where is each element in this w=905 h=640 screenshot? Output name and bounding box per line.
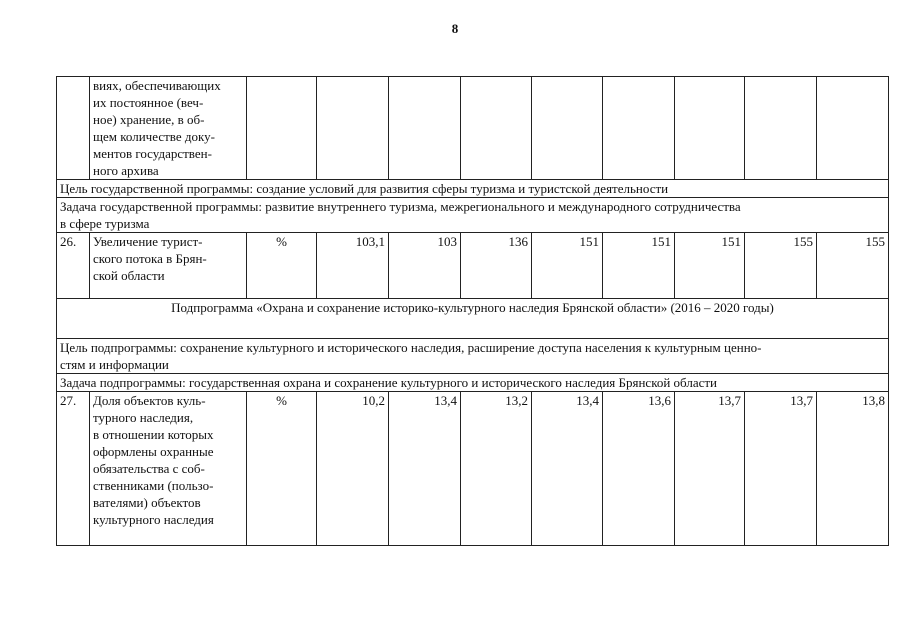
value-cell: 13,4 [532, 392, 603, 546]
value-cell [461, 77, 532, 180]
value-cell [817, 77, 889, 180]
program-task-line: в сфере туризма [60, 216, 150, 231]
program-goal: Цель государственной программы: создание условий для развития сферы туризма и туристской деятельности [57, 180, 889, 198]
table-row-subprogram-title [57, 299, 889, 339]
name-line: ное) хранение, в об- [93, 112, 205, 127]
name-line: виях, обеспечивающих [93, 78, 221, 93]
table-row-subprogram-goal [57, 339, 889, 374]
table-row-program-goal [57, 180, 889, 198]
name-line: ного архива [93, 163, 159, 178]
program-task [57, 198, 889, 233]
value-cell: 13,8 [817, 392, 889, 546]
subprogram-goal-line: стям и информации [60, 357, 169, 372]
value-cell: 151 [603, 233, 675, 299]
value-cell [675, 77, 745, 180]
program-task-line: Задача государственной программы: развитие внутреннего туризма, межрегионального и международного сотрудничества [60, 199, 741, 214]
subprogram-goal [57, 339, 889, 374]
value-cell: 155 [745, 233, 817, 299]
name-line: вателями) объектов [93, 495, 201, 510]
subprogram-title: Подпрограмма «Охрана и сохранение историко-культурного наследия Брянской области» (2016 – 2020 годы) [57, 299, 889, 339]
value-cell: 13,2 [461, 392, 532, 546]
value-cell: 136 [461, 233, 532, 299]
indicator-name-cell [90, 392, 247, 546]
name-line: культурного наследия [93, 512, 214, 527]
indicator-name-cell [90, 77, 247, 180]
name-line: Доля объектов куль- [93, 393, 206, 408]
table-row-26 [57, 233, 889, 299]
unit-cell: % [247, 233, 317, 299]
value-cell: 155 [817, 233, 889, 299]
table-row-27 [57, 392, 889, 546]
name-line: турного наследия, [93, 410, 194, 425]
subprogram-task: Задача подпрограммы: государственная охрана и сохранение культурного и исторического наследия Брянской области [57, 374, 889, 392]
value-cell: 103 [389, 233, 461, 299]
unit-cell: % [247, 392, 317, 546]
value-cell: 10,2 [317, 392, 389, 546]
table-row-subprogram-task [57, 374, 889, 392]
value-cell [317, 77, 389, 180]
name-line: Увеличение турист- [93, 234, 203, 249]
name-line: обязательства с соб- [93, 461, 205, 476]
name-line: ментов государствен- [93, 146, 212, 161]
name-line: ского потока в Брян- [93, 251, 207, 266]
name-line: их постоянное (веч- [93, 95, 204, 110]
value-cell: 13,7 [675, 392, 745, 546]
indicator-name-cell [90, 233, 247, 299]
row-number: 26. [57, 233, 90, 299]
name-line: щем количестве доку- [93, 129, 215, 144]
value-cell [603, 77, 675, 180]
name-line: ственниками (пользо- [93, 478, 214, 493]
value-cell: 103,1 [317, 233, 389, 299]
table-row-program-task [57, 198, 889, 233]
name-line: в отношении которых [93, 427, 214, 442]
subprogram-goal-line: Цель подпрограммы: сохранение культурного и исторического наследия, расширение доступа населения к культурным ценно- [60, 340, 762, 355]
unit-cell [247, 77, 317, 180]
indicators-table [56, 76, 889, 546]
table-row-continued [57, 77, 889, 180]
value-cell [389, 77, 461, 180]
page-number: 8 [451, 21, 459, 36]
value-cell: 13,6 [603, 392, 675, 546]
value-cell: 151 [532, 233, 603, 299]
value-cell [532, 77, 603, 180]
value-cell: 13,4 [389, 392, 461, 546]
row-number: 27. [57, 392, 90, 546]
name-line: ской области [93, 268, 165, 283]
value-cell: 151 [675, 233, 745, 299]
value-cell [745, 77, 817, 180]
name-line: оформлены охранные [93, 444, 214, 459]
value-cell: 13,7 [745, 392, 817, 546]
row-number-cell [57, 77, 90, 180]
